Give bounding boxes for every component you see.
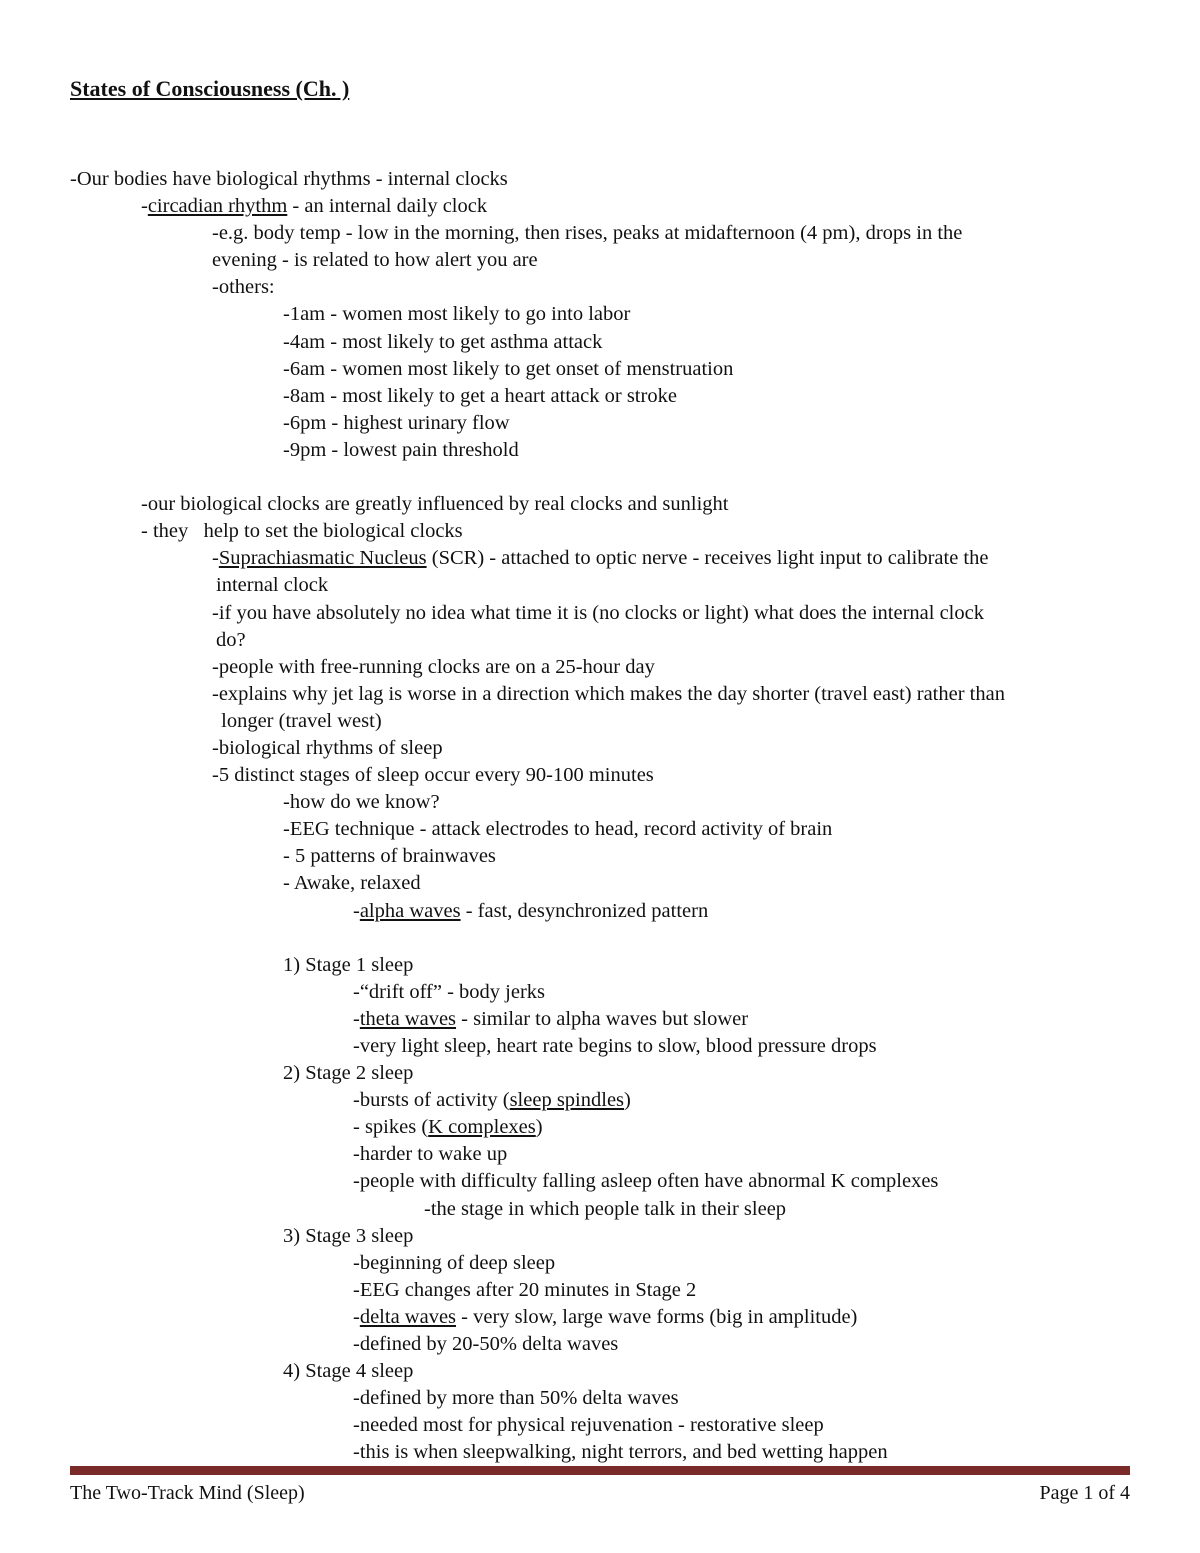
text-line: - they help to set the biological clocks	[141, 520, 463, 543]
text-line: -defined by 20-50% delta waves	[353, 1333, 619, 1356]
term-delta-waves: delta waves	[359, 1305, 457, 1328]
term-k-complexes: K complexes	[428, 1116, 536, 1139]
term-sleep-spindles: sleep spindles	[509, 1089, 625, 1112]
stage-heading: 2) Stage 2 sleep	[283, 1062, 414, 1085]
text-line: evening - is related to how alert you are	[212, 249, 538, 272]
text-line: -explains why jet lag is worse in a direction which makes the day shorter (travel east) rather than	[212, 682, 1005, 705]
term-alpha-waves: alpha waves	[359, 899, 461, 922]
text-line: -very light sleep, heart rate begins to slow, blood pressure drops	[353, 1035, 877, 1057]
stage-heading: 4) Stage 4 sleep	[283, 1360, 414, 1383]
text-line: -theta waves - similar to alpha waves but slower	[353, 1007, 749, 1030]
text-line: -e.g. body temp - low in the morning, then rises, peaks at midafternoon (4 pm), drops in the	[212, 222, 963, 245]
text-line: -9pm - lowest pain threshold	[283, 438, 519, 461]
term-suprachiasmatic-nucleus: Suprachiasmatic Nucleus	[218, 547, 427, 570]
text-line: - spikes (K complexes)	[353, 1116, 543, 1139]
text-line: -delta waves - very slow, large wave forms (big in amplitude)	[353, 1305, 858, 1328]
text-line: -Our bodies have biological rhythms - internal clocks	[70, 168, 508, 190]
text-line: -circadian rhythm - an internal daily clock	[141, 195, 488, 218]
stage-heading: 1) Stage 1 sleep	[283, 953, 414, 976]
blank-line	[0, 925, 1200, 952]
text-line: -biological rhythms of sleep	[212, 736, 443, 759]
text-line: -6pm - highest urinary flow	[283, 411, 510, 434]
text-line: -EEG changes after 20 minutes in Stage 2	[353, 1278, 697, 1301]
text-line: - 5 patterns of brainwaves	[283, 845, 496, 868]
text-line: -people with free-running clocks are on a 25-hour day	[212, 655, 655, 678]
text-line: -harder to wake up	[353, 1143, 508, 1166]
text-line: -Suprachiasmatic Nucleus (SCR) - attached to optic nerve - receives light input to calibrate the	[212, 547, 989, 570]
text-line: -defined by more than 50% delta waves	[353, 1387, 679, 1410]
text-line: -beginning of deep sleep	[353, 1251, 556, 1274]
text-line: - Awake, relaxed	[283, 872, 421, 895]
text-line: -8am - most likely to get a heart attack or stroke	[283, 384, 677, 407]
footer-divider	[70, 1466, 1130, 1475]
text-line: longer (travel west)	[216, 709, 382, 732]
term-theta-waves: theta waves	[359, 1007, 457, 1030]
text-line: -bursts of activity (sleep spindles)	[353, 1089, 631, 1112]
text-line: -needed most for physical rejuvenation - restorative sleep	[353, 1414, 824, 1437]
footer-title: The Two-Track Mind (Sleep)	[70, 1482, 305, 1504]
blank-line	[0, 464, 1200, 491]
page-title: States of Consciousness (Ch. )	[70, 76, 350, 101]
text-line: -if you have absolutely no idea what time it is (no clocks or light) what does the internal clock	[212, 601, 984, 624]
text-line: internal clock	[216, 574, 329, 597]
page-number: Page 1 of 4	[1039, 1482, 1130, 1504]
term-circadian-rhythm: circadian rhythm	[147, 195, 288, 218]
text-line: -“drift off” - body jerks	[353, 980, 546, 1003]
text-line: -1am - women most likely to go into labor	[283, 303, 631, 326]
text-line: -people with difficulty falling asleep often have abnormal K complexes	[353, 1170, 939, 1193]
text-line: -6am - women most likely to get onset of menstruation	[283, 357, 734, 380]
text-line: -4am - most likely to get asthma attack	[283, 330, 603, 353]
text-line: -how do we know?	[283, 791, 440, 814]
text-line: -EEG technique - attack electrodes to head, record activity of brain	[283, 818, 833, 841]
stage-heading: 3) Stage 3 sleep	[283, 1224, 414, 1247]
text-line: -alpha waves - fast, desynchronized pattern	[353, 899, 709, 922]
text-line: -our biological clocks are greatly influenced by real clocks and sunlight	[141, 493, 729, 516]
text-line: -others:	[212, 276, 275, 299]
document-body	[0, 166, 1200, 1467]
text-line: do?	[216, 628, 246, 651]
text-line: -this is when sleepwalking, night terrors, and bed wetting happen	[353, 1441, 888, 1464]
text-line: -5 distinct stages of sleep occur every 90-100 minutes	[212, 764, 654, 787]
text-line: -the stage in which people talk in their sleep	[424, 1197, 787, 1220]
